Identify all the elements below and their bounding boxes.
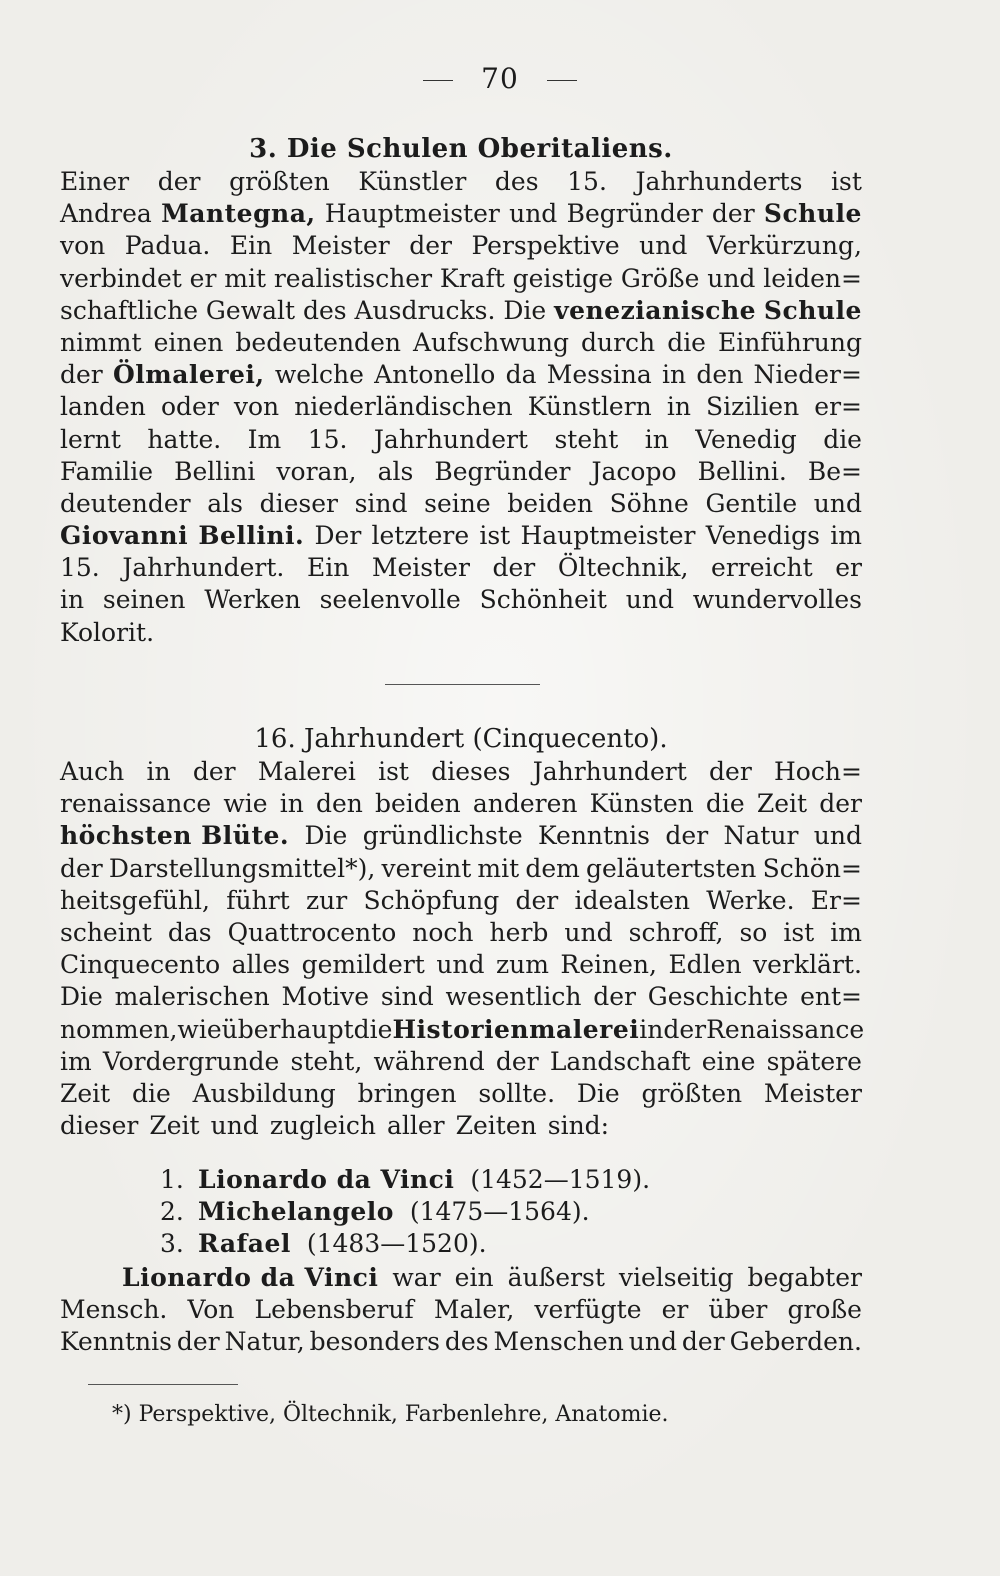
word: in	[146, 757, 171, 786]
word: Söhne	[609, 488, 689, 518]
word: Auch	[60, 757, 125, 786]
artist-name: Michelangelo	[198, 1197, 394, 1227]
word: äußerst	[507, 1263, 605, 1292]
word: einen	[153, 327, 224, 357]
word: Landschaft	[549, 1046, 691, 1076]
word: der	[665, 821, 709, 851]
section-heading	[60, 722, 862, 756]
section-cinquecento	[60, 722, 865, 1142]
word: Edlen	[668, 950, 742, 980]
word: Meister	[763, 1078, 862, 1108]
word: hatte.	[147, 424, 222, 454]
word: Meister	[291, 231, 390, 261]
word: der	[495, 1046, 539, 1076]
word: wundervolles	[692, 585, 862, 615]
word: gemildert	[301, 950, 425, 980]
word: Jahrhundert.	[122, 553, 285, 583]
word: Schönheit	[479, 585, 607, 615]
word: der	[60, 853, 103, 883]
word: Werken	[204, 585, 301, 615]
word: Kenntnis	[60, 1327, 172, 1357]
word: überhaupt	[221, 1014, 354, 1044]
footnote: *) Perspektive, Öltechnik, Farbenlehre, Anatomie.	[112, 1402, 669, 1427]
word: alles	[231, 950, 291, 980]
word: Bellini.	[198, 521, 305, 551]
word: 15.	[60, 553, 100, 583]
word: als	[377, 456, 414, 486]
word: Die	[304, 821, 348, 851]
word: dem	[525, 853, 580, 883]
word: Familie	[60, 456, 154, 486]
word: und	[509, 199, 558, 229]
word: Künstler	[358, 167, 467, 196]
word: die	[823, 424, 862, 454]
word: der	[681, 1327, 725, 1357]
word: nommen,	[60, 1014, 178, 1044]
word: Venedig	[695, 424, 797, 454]
word: in	[644, 424, 669, 454]
word: und	[625, 585, 674, 615]
word: ent=	[800, 982, 862, 1012]
header-dash-left	[423, 80, 453, 81]
word: der	[709, 757, 752, 786]
word: Andrea	[60, 199, 152, 229]
word: da	[505, 360, 537, 390]
word: des	[444, 1327, 489, 1357]
word: verbindet	[60, 263, 182, 293]
word: bedeutenden	[235, 327, 401, 357]
text-line	[60, 1046, 862, 1078]
word: den	[696, 360, 744, 390]
text-line	[60, 885, 862, 917]
word: durch	[580, 327, 656, 357]
word: gründlichste	[362, 821, 523, 851]
word: ist	[378, 757, 409, 786]
word: große	[787, 1295, 862, 1325]
word: voran,	[276, 456, 357, 486]
word: Mantegna,	[161, 199, 316, 229]
word: dieses	[431, 757, 511, 786]
text-line	[60, 1294, 862, 1326]
word: schaftliche	[60, 295, 199, 325]
text-line	[60, 198, 862, 230]
word: im	[830, 521, 862, 551]
word: malerischen	[114, 982, 270, 1012]
word: venezianische	[554, 295, 757, 325]
word: Einer	[60, 167, 130, 196]
word: Ein	[229, 231, 273, 261]
word: in	[279, 789, 304, 819]
word: Kolorit.	[60, 617, 155, 647]
word: Reinen,	[560, 950, 657, 980]
word: Jahrhundert	[373, 424, 528, 454]
artist-dates: (1475—1564).	[401, 1197, 590, 1227]
text-line	[60, 166, 862, 198]
word: seinen	[102, 585, 186, 615]
word: Maler,	[433, 1295, 515, 1325]
word: und	[564, 917, 613, 947]
page-header	[0, 62, 1000, 95]
text-line	[60, 1078, 862, 1110]
word: wie	[177, 1014, 222, 1044]
text-line	[60, 1326, 862, 1358]
section-schulen-oberitaliens	[60, 132, 862, 649]
text-line	[60, 617, 862, 649]
word: geläutertsten	[586, 853, 757, 883]
word: sollte.	[478, 1078, 556, 1108]
artist-dates: (1452—1519).	[462, 1165, 651, 1194]
word: Begründer	[566, 199, 703, 229]
word: den	[315, 789, 363, 819]
word: vielseitig	[618, 1263, 734, 1292]
list-number: 3.	[160, 1229, 184, 1259]
word: heitsgefühl,	[60, 885, 210, 915]
word: welche	[274, 360, 364, 390]
word: Verkürzung,	[706, 231, 862, 261]
word: Menschen	[493, 1327, 624, 1357]
word: aller	[386, 1111, 445, 1141]
text-line	[60, 359, 862, 391]
word: er	[189, 263, 217, 293]
text-line	[60, 1262, 862, 1294]
master-list-item	[160, 1164, 860, 1196]
text-line	[60, 263, 862, 295]
lionardo-paragraph	[60, 1262, 862, 1359]
word: der	[157, 167, 201, 196]
word: Die	[60, 982, 103, 1012]
word: in	[662, 360, 687, 390]
word: Lebensberuf	[254, 1295, 414, 1325]
word: begabter	[747, 1263, 862, 1292]
word: zum	[495, 950, 549, 980]
text-line	[60, 788, 862, 820]
word: Schöpfung	[363, 885, 500, 915]
word: Jahrhundert	[532, 757, 687, 786]
word: der	[176, 1327, 220, 1357]
word: verklärt.	[753, 950, 862, 980]
word: steht,	[290, 1046, 363, 1076]
word: Zeiten	[455, 1111, 537, 1141]
word: Öltechnik,	[557, 553, 689, 583]
word: Im	[247, 424, 282, 454]
section-divider	[385, 684, 540, 685]
word: geistige	[512, 263, 614, 293]
text-line	[60, 949, 862, 981]
word: renaissance	[60, 789, 212, 819]
text-line	[60, 584, 862, 616]
word: Werke.	[706, 885, 795, 915]
word: Die	[576, 1078, 620, 1108]
word: die	[132, 1078, 171, 1108]
word: der	[492, 553, 536, 583]
word: und	[813, 488, 862, 518]
word: als	[207, 488, 243, 518]
text-line	[60, 756, 862, 788]
text-line	[60, 230, 862, 262]
text-line	[60, 424, 862, 456]
word: Motive	[281, 982, 370, 1012]
word: eine	[701, 1046, 756, 1076]
page-number: 70	[481, 62, 519, 95]
word: Zeit	[756, 789, 808, 819]
master-list-item	[160, 1196, 860, 1228]
word: ein	[454, 1263, 494, 1292]
word: er	[661, 1295, 689, 1325]
word: Padua.	[124, 231, 211, 261]
masters-list	[160, 1164, 860, 1261]
word: und	[436, 950, 485, 980]
word: und	[628, 1327, 677, 1357]
word: anderen	[472, 789, 578, 819]
word: die	[667, 327, 706, 357]
word: dieser	[60, 1111, 139, 1141]
text-line	[60, 1014, 865, 1046]
master-list-item	[160, 1228, 860, 1260]
word: ist	[783, 917, 815, 947]
text-line	[60, 820, 862, 852]
word: und	[210, 1111, 259, 1141]
word: seine	[424, 488, 491, 518]
word: der	[593, 982, 636, 1012]
word: steht	[554, 424, 619, 454]
word: Quattrocento	[227, 917, 397, 947]
word: der	[192, 757, 236, 786]
word: ist	[479, 521, 511, 551]
section-body	[60, 166, 862, 649]
text-line	[60, 456, 862, 488]
word: Jacopo	[591, 456, 677, 486]
word: wie	[223, 789, 268, 819]
word: letztere	[371, 521, 470, 551]
word: Die	[503, 295, 547, 325]
word: Historienmalerei	[392, 1014, 640, 1044]
word: Darstellungsmittel*),	[108, 853, 376, 883]
word: noch	[412, 917, 474, 947]
word: so	[739, 917, 768, 947]
word: besonders	[309, 1327, 440, 1357]
word: Jahrhunderts	[635, 167, 803, 196]
word: beiden	[507, 488, 593, 518]
word: 15.	[307, 424, 348, 454]
word: Zeit	[60, 1078, 111, 1108]
text-line	[60, 853, 862, 885]
text-line	[60, 1110, 862, 1142]
word: Von	[187, 1295, 235, 1325]
text-line	[60, 295, 862, 327]
word: bringen	[357, 1078, 457, 1108]
word: Meister	[371, 553, 470, 583]
word: Lionardo da Vinci	[122, 1263, 379, 1292]
word: und	[639, 231, 688, 261]
word: Gentile	[705, 488, 798, 518]
text-line	[60, 552, 862, 584]
word: im	[60, 1046, 92, 1076]
word: Giovanni	[60, 521, 189, 551]
word: das	[167, 917, 212, 947]
word: Ausdrucks.	[354, 295, 496, 325]
word: landen	[60, 392, 146, 422]
text-line	[60, 520, 862, 552]
word: des	[494, 167, 539, 196]
word: lernt	[60, 424, 121, 454]
word: Renaissance	[706, 1014, 865, 1044]
word: Ölmalerei,	[112, 360, 265, 390]
word: zur	[305, 885, 348, 915]
word: Schön=	[762, 853, 862, 883]
word: Cinquecento	[60, 950, 221, 980]
section-heading-text: 16. Jahrhundert (Cinquecento).	[254, 724, 668, 754]
word: 15.	[567, 167, 607, 196]
word: Kenntnis	[538, 821, 651, 851]
word: Größe	[620, 263, 700, 293]
word: Bellini	[174, 456, 256, 486]
word: größten	[229, 167, 330, 196]
word: Sizilien	[706, 392, 800, 422]
word: Geschichte	[647, 982, 789, 1012]
word: Der	[314, 521, 362, 551]
word: war	[392, 1263, 441, 1292]
word: Natur,	[224, 1327, 305, 1357]
word: höchsten Blüte.	[60, 821, 290, 851]
word: Aufschwung	[413, 327, 569, 357]
text-line	[60, 488, 862, 520]
word: Schule	[763, 295, 862, 325]
word: niederländischen	[294, 392, 513, 422]
word: Nieder=	[753, 360, 862, 390]
word: Einführung	[718, 327, 862, 357]
word: Zeit	[149, 1111, 200, 1141]
text-line	[60, 917, 862, 949]
word: ist	[831, 167, 862, 196]
word: dieser	[259, 488, 338, 518]
artist-dates: (1483—1520).	[298, 1229, 487, 1259]
word: deutender	[60, 488, 191, 518]
text-line	[60, 981, 862, 1013]
section-heading: 3. Die Schulen Oberitaliens.	[249, 134, 673, 164]
word: oder	[160, 392, 219, 422]
word: der	[409, 231, 452, 261]
word: in	[639, 1014, 664, 1044]
word: Gewalt	[205, 295, 296, 325]
word: und	[707, 263, 756, 293]
word: Hauptmeister	[324, 199, 500, 229]
list-number: 2.	[160, 1197, 184, 1227]
word: der	[60, 360, 103, 390]
word: führt	[226, 885, 290, 915]
word: vereint	[381, 853, 472, 883]
word: Bellini.	[697, 456, 787, 486]
word: seelenvolle	[319, 585, 461, 615]
artist-name: Rafael	[198, 1229, 291, 1259]
word: verfügte	[534, 1295, 642, 1325]
word: von	[60, 231, 106, 261]
word: des	[302, 295, 347, 325]
word: Be=	[807, 456, 862, 486]
text-line	[60, 391, 862, 423]
word: in	[60, 585, 85, 615]
word: Mensch.	[60, 1295, 168, 1325]
text-line	[60, 327, 862, 359]
footnote-rule	[88, 1384, 238, 1385]
word: über	[708, 1295, 768, 1325]
header-dash-right	[547, 80, 577, 81]
word: Kraft	[439, 263, 505, 293]
word: größten	[641, 1078, 743, 1108]
artist-name: Lionardo da Vinci	[198, 1165, 455, 1194]
word: der	[819, 789, 862, 819]
word: in	[666, 392, 691, 422]
word: mit	[477, 853, 520, 883]
word: mit	[224, 263, 267, 293]
word: im	[830, 917, 862, 947]
word: Begründer	[434, 456, 571, 486]
word: sind	[354, 488, 408, 518]
word: er	[835, 553, 862, 583]
word: Er=	[810, 885, 862, 915]
word: Natur	[723, 821, 799, 851]
word: spätere	[766, 1046, 862, 1076]
word: beiden	[375, 789, 461, 819]
word: leiden=	[763, 263, 862, 293]
word: wesentlich	[445, 982, 582, 1012]
word: Künsten	[589, 789, 694, 819]
word: schroff,	[628, 917, 724, 947]
word: zugleich	[269, 1111, 376, 1141]
word: Geberden.	[729, 1327, 862, 1357]
word: erreicht	[711, 553, 813, 583]
word: scheint	[60, 917, 152, 947]
word: Antonello	[374, 360, 496, 390]
word: Vordergrunde	[102, 1046, 280, 1076]
word: Ein	[306, 553, 350, 583]
word: die	[705, 789, 745, 819]
word: Schule	[763, 199, 862, 229]
section-body	[60, 756, 865, 1142]
word: der	[515, 885, 559, 915]
word: Ausbildung	[192, 1078, 336, 1108]
word: Messina	[546, 360, 652, 390]
word: von	[233, 392, 280, 422]
word: Perspektive	[471, 231, 620, 261]
word: und	[813, 821, 862, 851]
word: sind	[380, 982, 434, 1012]
list-number: 1.	[160, 1165, 184, 1194]
word: Hoch=	[774, 757, 862, 786]
word: nimmt	[60, 327, 142, 357]
word: idealsten	[574, 885, 690, 915]
word: Hauptmeister	[520, 521, 696, 551]
word: der	[663, 1014, 707, 1044]
word: der	[711, 199, 755, 229]
word: sind:	[547, 1111, 610, 1141]
word: die	[353, 1014, 393, 1044]
word: er=	[814, 392, 862, 422]
word: Malerei	[257, 757, 356, 786]
word: Künstlern	[527, 392, 652, 422]
word: realistischer	[273, 263, 433, 293]
word: herb	[489, 917, 549, 947]
word: Venedigs	[705, 521, 820, 551]
word: während	[373, 1046, 485, 1076]
